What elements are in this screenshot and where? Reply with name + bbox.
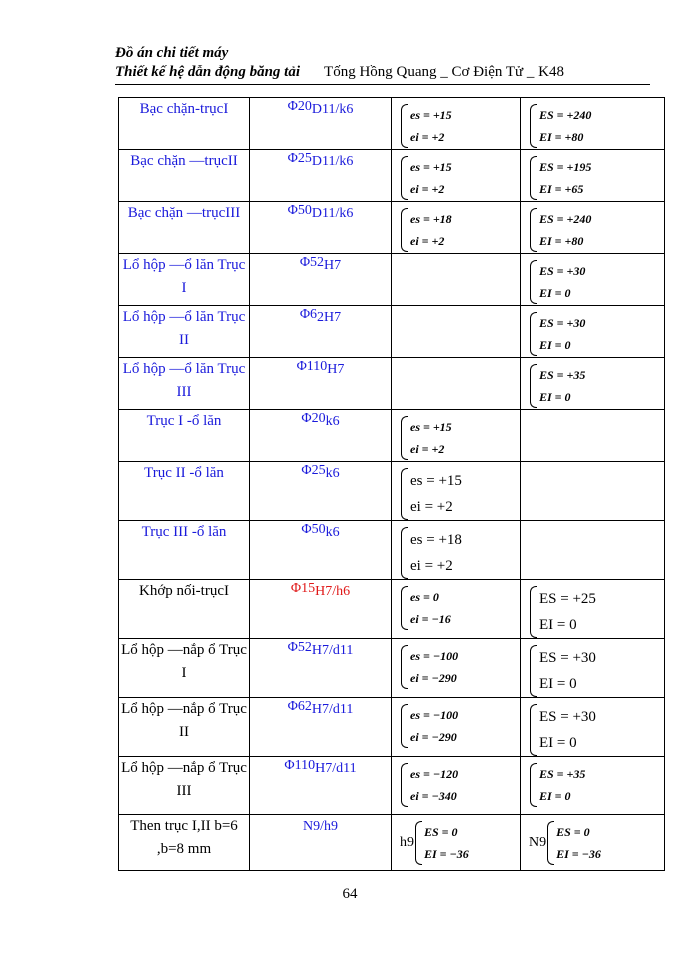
curly-brace-icon [401, 416, 408, 460]
fit-cell [250, 521, 392, 580]
table-row [119, 639, 665, 698]
fit-code: H7 [327, 362, 345, 377]
hole-deviation-cell [521, 150, 665, 202]
course-title: Thiết kế hệ dẫn động băng tải [115, 64, 301, 80]
page-header [115, 44, 655, 82]
fit-code: H7/d11 [311, 702, 354, 717]
lower-deviation: EI = +80 [539, 130, 584, 144]
header-rule [115, 84, 650, 85]
lower-deviation: ei = +2 [410, 558, 453, 574]
curly-brace-icon [530, 156, 537, 200]
upper-deviation: ES = +30 [539, 709, 596, 725]
curly-brace-icon [401, 704, 408, 748]
deviation-lines [424, 821, 469, 865]
hole-deviation-cell [521, 698, 665, 757]
deviation-pair [521, 98, 664, 148]
deviation-pair [392, 202, 520, 252]
lower-deviation: ei = +2 [410, 182, 445, 196]
document-title: Đồ án chi tiết máy [115, 45, 229, 61]
deviation-lines [410, 527, 462, 579]
table-row [119, 580, 665, 639]
shaft-deviation-cell [392, 358, 521, 410]
deviation-pair [392, 462, 520, 520]
deviation-lines [410, 208, 452, 252]
lower-deviation: ei = −16 [410, 612, 451, 626]
shaft-deviation-cell [392, 698, 521, 757]
part-cell: Lổ hộp —ổ lăn Trục III [119, 358, 250, 410]
deviation-pair [392, 521, 520, 579]
table-row [119, 815, 665, 871]
deviation-pair [521, 150, 664, 200]
deviation-pair [392, 698, 520, 748]
upper-deviation: es = −100 [410, 708, 459, 722]
lower-deviation: EI = 0 [539, 286, 571, 300]
hole-deviation-cell [521, 254, 665, 306]
table-row [119, 521, 665, 580]
deviation-lines [539, 586, 596, 638]
shaft-deviation-cell [392, 410, 521, 462]
part-cell: Lổ hộp —nắp ổ Trục I [119, 639, 250, 698]
fit-cell [250, 98, 392, 150]
part-cell: Trục II -ổ lăn [119, 462, 250, 521]
fit-symbol: Φ52 [299, 255, 325, 270]
fit-code: N9/h9 [303, 819, 338, 834]
upper-deviation: ES = +240 [539, 108, 592, 122]
fit-code: D11/k6 [311, 206, 354, 221]
upper-deviation: es = +18 [410, 532, 462, 548]
deviation-pair [392, 580, 520, 630]
table-row [119, 254, 665, 306]
lower-deviation: ei = +2 [410, 130, 445, 144]
hole-deviation-cell [521, 462, 665, 521]
fit-symbol: Φ62 [287, 699, 312, 714]
upper-deviation: es = 0 [410, 590, 439, 604]
deviation-pair [521, 306, 664, 356]
upper-deviation: ES = 0 [556, 825, 590, 839]
fit-code: D11/k6 [311, 154, 354, 169]
shaft-deviation-cell [392, 150, 521, 202]
curly-brace-icon [401, 586, 408, 630]
fit-cell [250, 410, 392, 462]
upper-deviation: es = −120 [410, 767, 459, 781]
shaft-deviation-cell [392, 639, 521, 698]
deviation-lines [539, 104, 591, 148]
lower-deviation: ei = −290 [410, 671, 457, 685]
fit-symbol: Φ50 [287, 203, 312, 218]
fit-symbol: Φ25 [287, 151, 312, 166]
fit-code: H7/h6 [315, 584, 351, 599]
shaft-deviation-cell [392, 815, 521, 871]
fit-cell [250, 580, 392, 639]
deviation-lines [539, 156, 591, 200]
part-cell: Bạc chặn-trụcI [119, 98, 250, 150]
upper-deviation: ES = +30 [539, 264, 586, 278]
hole-deviation-cell [521, 202, 665, 254]
fit-cell [250, 815, 392, 871]
upper-deviation: ES = +30 [539, 650, 596, 666]
fit-cell [250, 202, 392, 254]
fit-symbol: Φ20 [301, 411, 326, 426]
fit-cell [250, 639, 392, 698]
fit-code: D11/k6 [311, 102, 354, 117]
fit-symbol: Φ110 [284, 758, 316, 773]
part-cell: Lổ hộp —ổ lăn Trục II [119, 306, 250, 358]
deviation-lines [539, 364, 585, 408]
deviation-pair [392, 757, 520, 807]
hole-deviation-cell [521, 757, 665, 815]
lower-deviation: ei = +2 [410, 442, 445, 456]
fit-symbol: Φ110 [296, 359, 328, 374]
curly-brace-icon [530, 260, 537, 304]
fit-symbol: Φ25 [301, 463, 326, 478]
shaft-deviation-cell [392, 580, 521, 639]
curly-brace-icon [530, 208, 537, 252]
page-number: 64 [342, 886, 358, 902]
deviation-pair [521, 580, 664, 638]
part-cell: Then trục I,II b=6 ,b=8 mm [119, 815, 250, 871]
curly-brace-icon [530, 104, 537, 148]
upper-deviation: es = +15 [410, 108, 452, 122]
author-line: Tống Hồng Quang _ Cơ Điện Tử _ K48 [324, 64, 564, 80]
upper-deviation: ES = +25 [539, 591, 596, 607]
fit-symbol: Φ6 [299, 307, 318, 322]
header-subline [115, 63, 655, 82]
fit-code: k6 [325, 414, 340, 429]
fit-cell [250, 358, 392, 410]
deviation-prefix: h9 [400, 835, 414, 850]
curly-brace-icon [530, 763, 537, 807]
deviation-lines [539, 645, 596, 697]
curly-brace-icon [401, 208, 408, 252]
hole-deviation-cell [521, 521, 665, 580]
curly-brace-icon [530, 312, 537, 356]
fit-cell [250, 306, 392, 358]
part-cell: Khớp nối-trụcI [119, 580, 250, 639]
deviation-pair [521, 815, 664, 865]
deviation-pair [392, 98, 520, 148]
table-row [119, 410, 665, 462]
hole-deviation-cell [521, 639, 665, 698]
tolerance-table [118, 97, 665, 871]
table-row [119, 462, 665, 521]
deviation-pair [392, 815, 520, 865]
lower-deviation: ei = −340 [410, 789, 457, 803]
curly-brace-icon [401, 645, 408, 689]
hole-deviation-cell [521, 410, 665, 462]
table-row [119, 202, 665, 254]
deviation-lines [410, 763, 458, 807]
hole-deviation-cell [521, 306, 665, 358]
upper-deviation: ES = +195 [539, 160, 592, 174]
fit-symbol: Φ15 [290, 581, 316, 596]
hole-deviation-cell [521, 98, 665, 150]
deviation-lines [539, 260, 585, 304]
curly-brace-icon [401, 468, 408, 520]
curly-brace-icon [530, 704, 537, 756]
lower-deviation: ei = +2 [410, 499, 453, 515]
curly-brace-icon [401, 156, 408, 200]
hole-deviation-cell [521, 358, 665, 410]
upper-deviation: es = −100 [410, 649, 459, 663]
lower-deviation: EI = 0 [539, 735, 577, 751]
curly-brace-icon [401, 104, 408, 148]
fit-code: H7/d11 [311, 643, 354, 658]
deviation-lines [410, 645, 458, 689]
part-cell: Bạc chặn —trụcII [119, 150, 250, 202]
upper-deviation: ES = +30 [539, 316, 586, 330]
upper-deviation: ES = +35 [539, 767, 586, 781]
table-row [119, 150, 665, 202]
deviation-pair [521, 254, 664, 304]
fit-cell [250, 698, 392, 757]
hole-deviation-cell [521, 815, 665, 871]
deviation-lines [410, 104, 452, 148]
fit-cell [250, 462, 392, 521]
fit-symbol: Φ52 [287, 640, 312, 655]
upper-deviation: ES = +35 [539, 368, 586, 382]
table-row [119, 98, 665, 150]
curly-brace-icon [415, 821, 422, 865]
curly-brace-icon [530, 586, 537, 638]
part-cell: Lổ hộp —ổ lăn Trục I [119, 254, 250, 306]
lower-deviation: EI = −36 [556, 847, 601, 861]
curly-brace-icon [530, 364, 537, 408]
deviation-pair [392, 639, 520, 689]
deviation-lines [539, 763, 585, 807]
curly-brace-icon [401, 527, 408, 579]
fit-code: H7 [324, 258, 342, 273]
curly-brace-icon [547, 821, 554, 865]
deviation-pair [392, 410, 520, 460]
fit-code: H7/d11 [315, 761, 357, 776]
fit-symbol: Φ50 [301, 522, 326, 537]
shaft-deviation-cell [392, 254, 521, 306]
part-cell: Bạc chặn —trụcIII [119, 202, 250, 254]
lower-deviation: EI = 0 [539, 617, 577, 633]
table-row [119, 306, 665, 358]
table-row [119, 358, 665, 410]
lower-deviation: EI = −36 [424, 847, 469, 861]
upper-deviation: ES = 0 [424, 825, 458, 839]
deviation-pair [521, 698, 664, 756]
lower-deviation: EI = 0 [539, 390, 571, 404]
deviation-lines [556, 821, 601, 865]
deviation-lines [539, 704, 596, 756]
fit-code: k6 [325, 525, 340, 540]
lower-deviation: ei = −290 [410, 730, 457, 744]
deviation-lines [539, 208, 591, 252]
lower-deviation: ei = +2 [410, 234, 445, 248]
deviation-lines [410, 156, 452, 200]
curly-brace-icon [401, 763, 408, 807]
deviation-prefix: N9 [529, 835, 547, 850]
deviation-pair [392, 150, 520, 200]
shaft-deviation-cell [392, 757, 521, 815]
lower-deviation: EI = 0 [539, 338, 571, 352]
shaft-deviation-cell [392, 202, 521, 254]
fit-cell [250, 254, 392, 306]
hole-deviation-cell [521, 580, 665, 639]
fit-code: 2H7 [317, 310, 342, 325]
part-cell: Trục III -ổ lăn [119, 521, 250, 580]
upper-deviation: es = +15 [410, 420, 452, 434]
table-row [119, 698, 665, 757]
fit-code: k6 [325, 466, 340, 481]
shaft-deviation-cell [392, 306, 521, 358]
part-cell: Trục I -ổ lăn [119, 410, 250, 462]
lower-deviation: EI = 0 [539, 789, 571, 803]
lower-deviation: EI = 0 [539, 676, 577, 692]
deviation-pair [521, 202, 664, 252]
lower-deviation: EI = +80 [539, 234, 584, 248]
upper-deviation: es = +18 [410, 212, 452, 226]
shaft-deviation-cell [392, 521, 521, 580]
fit-cell [250, 757, 392, 815]
upper-deviation: es = +15 [410, 473, 462, 489]
deviation-lines [410, 468, 462, 520]
part-cell: Lổ hộp —nắp ổ Trục II [119, 698, 250, 757]
deviation-lines [410, 416, 452, 460]
upper-deviation: ES = +240 [539, 212, 592, 226]
fit-symbol: Φ20 [287, 99, 312, 114]
deviation-pair [521, 757, 664, 807]
curly-brace-icon [530, 645, 537, 697]
shaft-deviation-cell [392, 462, 521, 521]
table-row [119, 757, 665, 815]
deviation-lines [410, 704, 458, 748]
deviation-lines [539, 312, 585, 356]
lower-deviation: EI = +65 [539, 182, 584, 196]
upper-deviation: es = +15 [410, 160, 452, 174]
part-cell: Lổ hộp —nắp ổ Trục III [119, 757, 250, 815]
deviation-pair [521, 639, 664, 697]
deviation-lines [410, 586, 451, 630]
deviation-pair [521, 358, 664, 408]
fit-cell [250, 150, 392, 202]
shaft-deviation-cell [392, 98, 521, 150]
